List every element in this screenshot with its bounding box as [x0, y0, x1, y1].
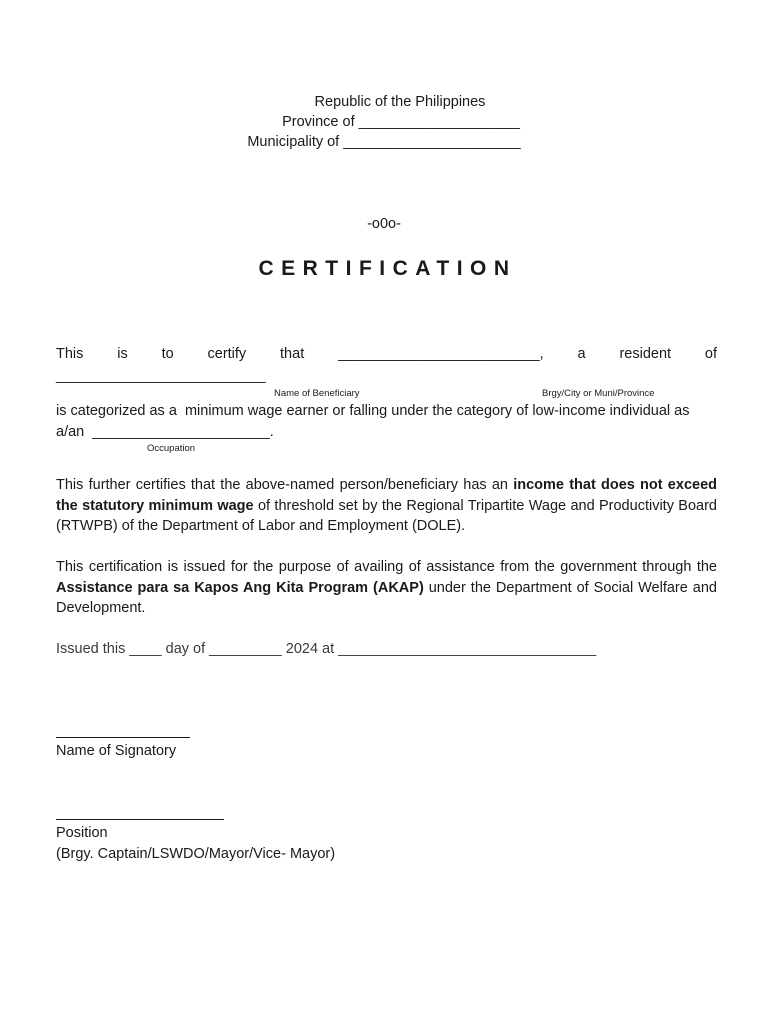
- income-bold-text: income that does not exceed the statutory minimum wage: [56, 477, 717, 514]
- issued-line[interactable]: Issued this ____ day of _________ 2024 at ________________________________: [56, 641, 597, 657]
- certify-word: of: [704, 346, 717, 362]
- certify-word: This: [56, 346, 84, 362]
- occupation-caption: Occupation: [147, 443, 196, 454]
- program-bold-text: Assistance para sa Kapos Ang Kita Program (AKAP): [56, 579, 424, 596]
- beneficiary-caption: Name of Beneficiary: [274, 388, 360, 399]
- certify-word: is: [117, 346, 128, 362]
- certify-word: a: [577, 346, 586, 362]
- occupation-line[interactable]: a/an ______________________.: [56, 424, 274, 440]
- certify-word: certify: [207, 346, 247, 362]
- document-title: CERTIFICATION: [258, 257, 517, 280]
- income-text-end: of threshold set by the Regional Tripartite Wage and Productivity Board (RTWPB) of the Department of Labor and Employment (DOLE).: [56, 497, 717, 534]
- location-caption: Brgy/City or Muni/Province: [542, 388, 655, 399]
- signatory-name-label: Name of Signatory: [56, 743, 177, 759]
- beneficiary-name-blank[interactable]: _________________________,: [338, 346, 544, 362]
- category-line: is categorized as a minimum wage earner or falling under the category of low-income individual as: [56, 403, 690, 419]
- certify-word: to: [161, 346, 174, 362]
- purpose-text-end: under the Department of Social Welfare and Development.: [56, 579, 717, 616]
- income-text: This further certifies that the above-named person/beneficiary has an: [56, 477, 514, 493]
- municipality-line: Municipality of ______________________: [247, 134, 521, 150]
- purpose-paragraph: [56, 557, 717, 619]
- signature-line[interactable]: [56, 737, 190, 738]
- republic-heading: Republic of the Philippines: [314, 94, 486, 110]
- province-line: Province of ____________________: [282, 114, 520, 130]
- residence-blank[interactable]: __________________________: [56, 368, 266, 384]
- income-paragraph: [56, 475, 717, 537]
- certify-word: that: [280, 346, 305, 362]
- separator-mark: -o0o-: [367, 216, 401, 232]
- position-line[interactable]: [56, 819, 224, 820]
- position-label: Position: [56, 825, 108, 841]
- certify-word: resident: [619, 346, 672, 362]
- position-options: (Brgy. Captain/LSWDO/Mayor/Vice- Mayor): [56, 846, 336, 862]
- purpose-text: This certification is issued for the purpose of availing of assistance from the government through the: [56, 559, 717, 575]
- certify-line: [56, 344, 717, 364]
